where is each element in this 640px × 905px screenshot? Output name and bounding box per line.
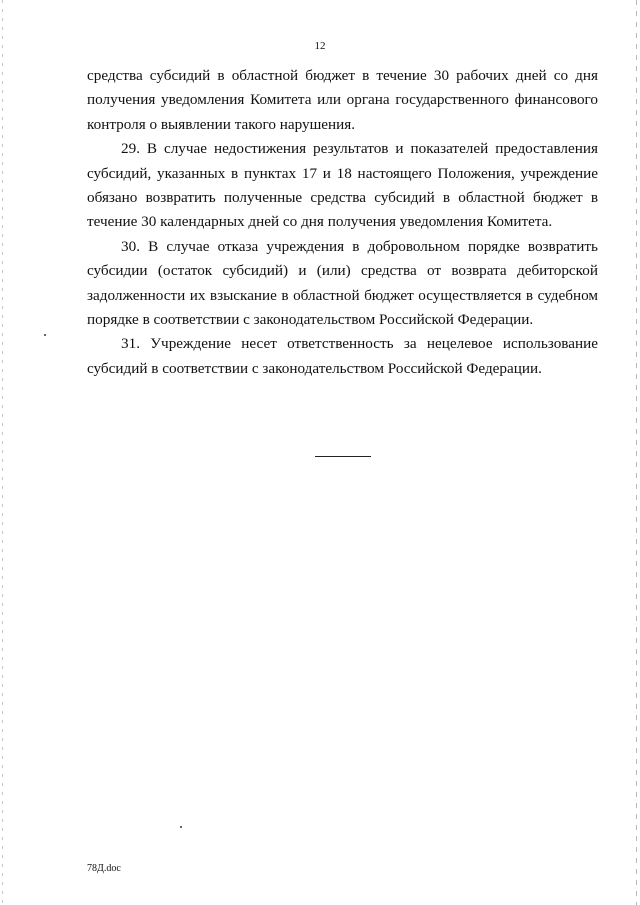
end-divider-line — [315, 456, 371, 457]
paragraph-30: 30. В случае отказа учреждения в добровольном порядке возвратить субсидии (остаток субсидий) и (или) средства от возврата дебиторской задолженности их взыскание в областной бюджет осуществляется в судебном порядке в соответствии с законодательством Российской Федерации. — [87, 237, 598, 329]
paragraph-29: 29. В случае недостижения результатов и показателей предоставления субсидий, указанных в пунктах 17 и 18 настоящего Положения, учреждение обязано возвратить полученные средства субсидий в областной бюджет в течение 30 календарных дней со дня получения уведомления Комитета. — [87, 140, 598, 231]
footer-filename: 78Д.doc — [87, 863, 121, 874]
paragraph-continuation: средства субсидий в областной бюджет в течение 30 рабочих дней со дня получения уведомления Комитета или органа государственного финансового контроля о выявлении такого нарушения. — [87, 67, 598, 133]
page-number: 12 — [314, 40, 326, 52]
scan-edge-right — [636, 0, 637, 905]
scan-artifact-dot — [44, 334, 46, 336]
paragraph-31: 31. Учреждение несет ответственность за нецелевое использование субсидий в соответствии с законодательством Российской Федерации. — [87, 335, 598, 377]
document-body — [87, 64, 598, 381]
scan-edge-left — [2, 0, 3, 905]
scan-artifact-dot — [180, 826, 182, 828]
